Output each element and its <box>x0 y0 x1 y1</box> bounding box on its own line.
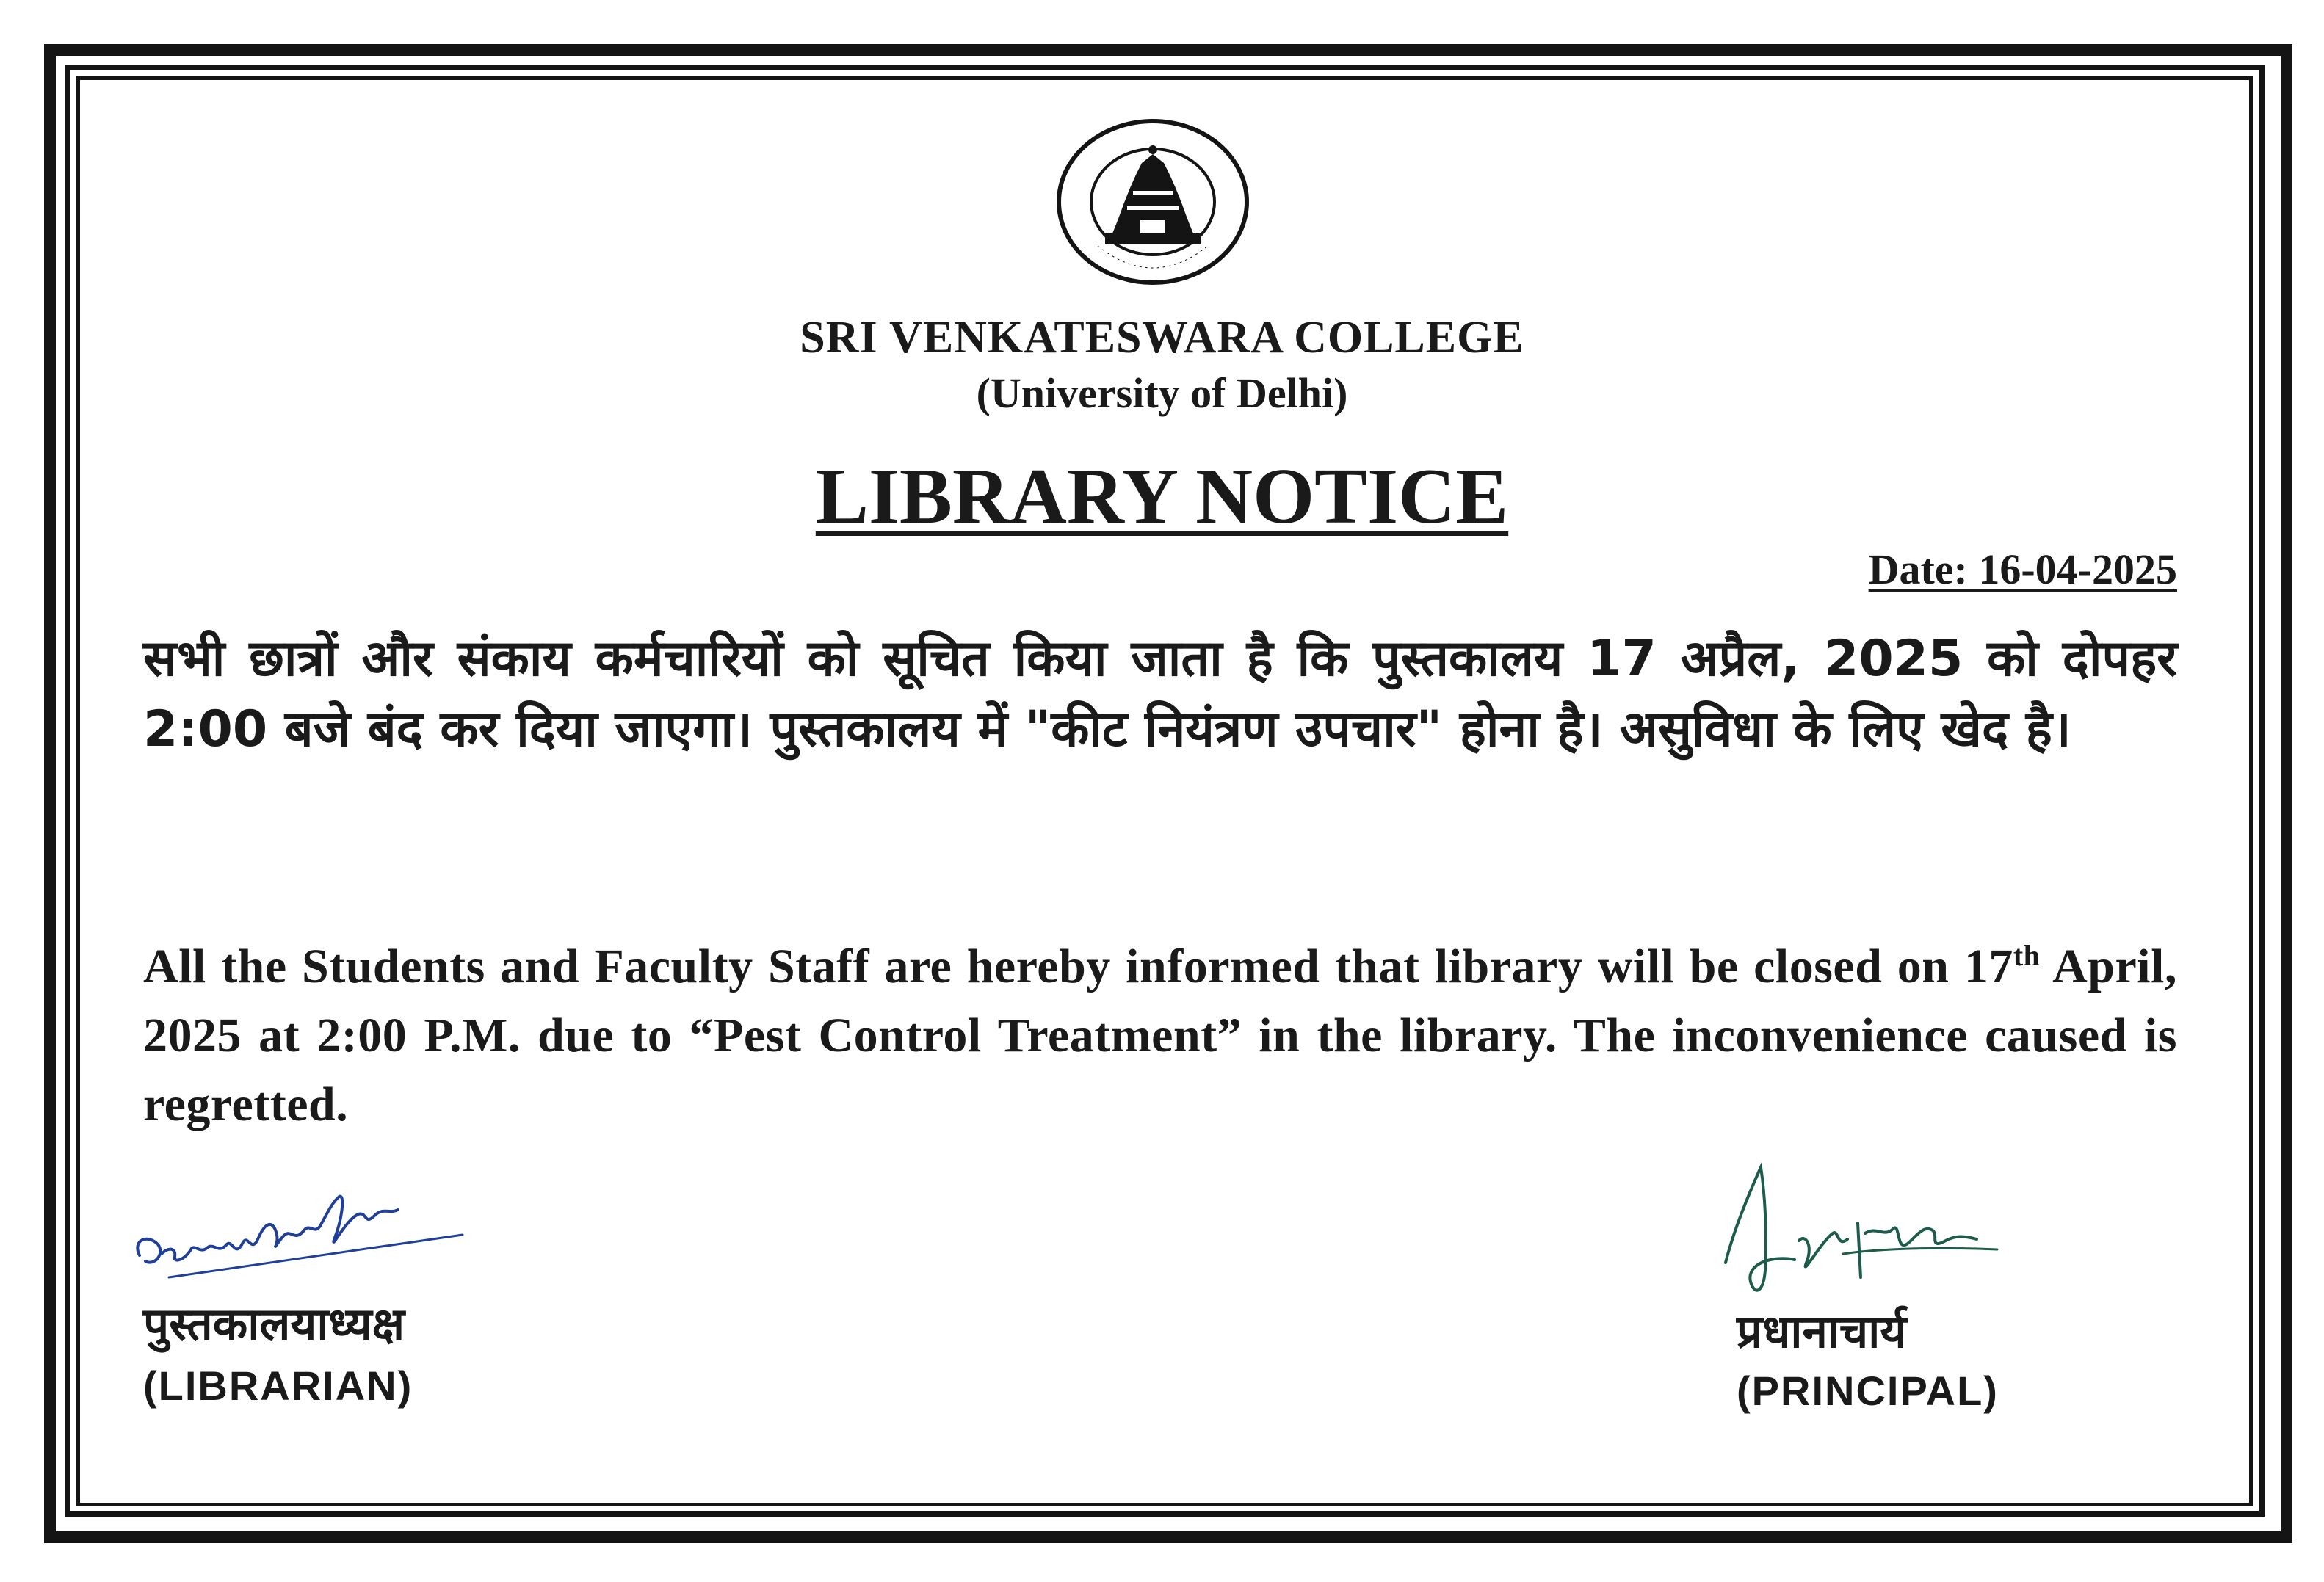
librarian-signature <box>125 1167 477 1299</box>
university-name: (University of Delhi) <box>976 369 1348 417</box>
college-name: SRI VENKATESWARA COLLEGE <box>800 313 1524 363</box>
notice-title-wrapper <box>0 451 2324 543</box>
librarian-title-hindi: पुस्तकालयाध्यक्ष <box>143 1297 405 1351</box>
notice-date: Date: 16-04-2025 <box>1868 545 2177 593</box>
principal-title-english: (PRINCIPAL) <box>1737 1368 1999 1414</box>
librarian-title-english: (LIBRARIAN) <box>143 1363 413 1409</box>
notice-body-english <box>143 932 2177 1139</box>
college-seal-logo <box>1054 117 1252 286</box>
english-text-part2: April, 2025 at 2:00 P.M. due to “Pest Control Treatment” in the library. The inconvenience caused is regretted. <box>143 940 2177 1131</box>
notice-body-hindi: सभी छात्रों और संकाय कर्मचारियों को सूचित किया जाता है कि पुस्तकालय 17 अप्रैल, 2025 को दोपहर 2:00 बजे बंद कर दिया जाएगा। पुस्तकालय में "कीट नियंत्रण उपचार" होना है। असुविधा के लिए खेद है। <box>143 630 2177 758</box>
principal-signature <box>1704 1153 2012 1321</box>
ordinal-suffix: th <box>2013 939 2041 972</box>
principal-title-hindi: प्रधानाचार्य <box>1737 1305 1907 1358</box>
english-text-part1: All the Students and Faculty Staff are hereby informed that library will be closed on 17 <box>143 940 2013 993</box>
notice-title: LIBRARY NOTICE <box>815 453 1509 540</box>
